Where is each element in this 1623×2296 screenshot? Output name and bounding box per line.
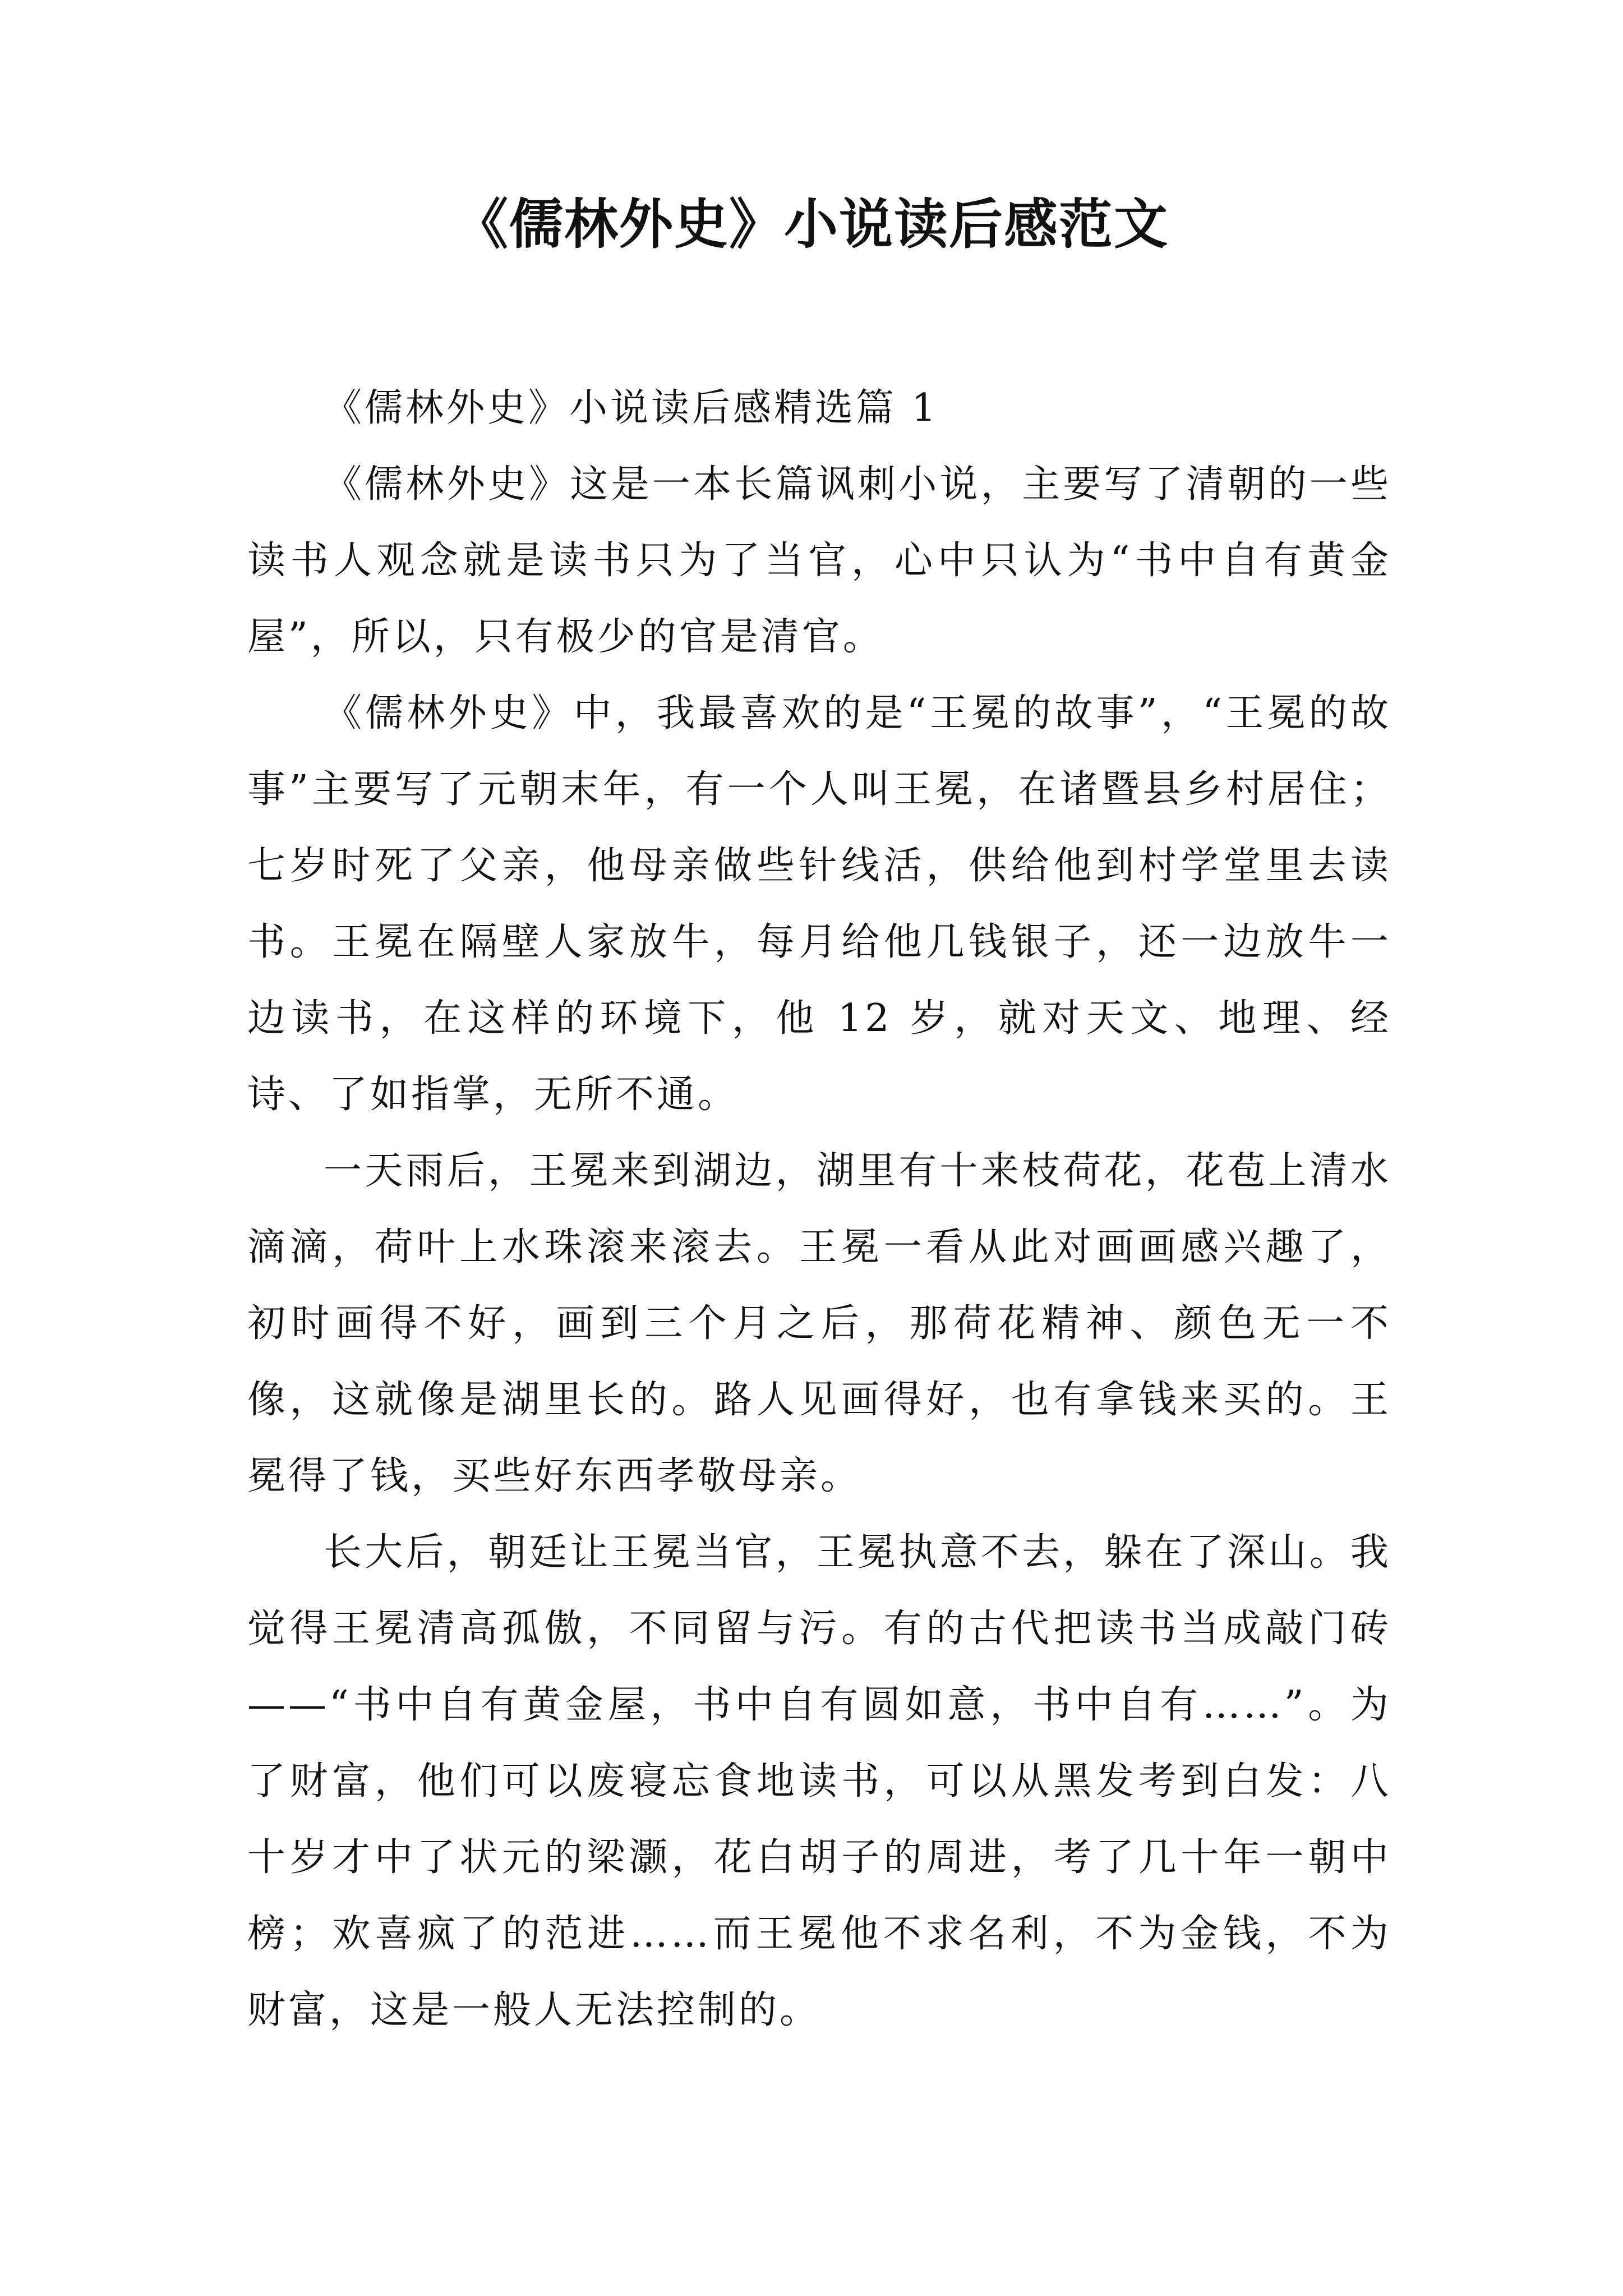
paragraph: 长大后，朝廷让王冕当官，王冕执意不去，躲在了深山。我觉得王冕清高孤傲，不同留与污。有的古代把读书当成敲门砖——“书中自有黄金屋，书中自有圆如意，书中自有……”。为了财富，他们可以废寝忘食地读书，可以从黑发考到白发：八十岁才中了状元的梁灏，花白胡子的周进，考了几十年一朝中榜；欢喜疯了的范进……而王冕他不求名利，不为金钱，不为财富，这是一般人无法控制的。 xyxy=(247,1530,1391,2032)
paragraph: 一天雨后，王冕来到湖边，湖里有十来枝荷花，花苞上清水滴滴，荷叶上水珠滚来滚去。王冕一看从此对画画感兴趣了，初时画得不好，画到三个月之后，那荷花精神、颜色无一不像，这就像是湖里长的。路人见画得好，也有拿钱来买的。王冕得了钱，买些好东西孝敬母亲。 xyxy=(247,1149,1391,1498)
paragraph: 《儒林外史》中，我最喜欢的是“王冕的故事”，“王冕的故事”主要写了元朝末年，有一个人叫王冕，在诸暨县乡村居住；七岁时死了父亲，他母亲做些针线活，供给他到村学堂里去读书。王冕在隔壁人家放牛，每月给他几钱银子，还一边放牛一边读书，在这样的环境下，他 12 岁，就对天文、地理、经诗、了如指掌，无所不通。 xyxy=(247,691,1391,1117)
section-heading: 《儒林外史》小说读后感精选篇 1 xyxy=(324,386,939,430)
paragraph: 《儒林外史》这是一本长篇讽刺小说，主要写了清朝的一些读书人观念就是读书只为了当官，心中只认为“书中自有黄金屋”，所以，只有极少的官是清官。 xyxy=(247,462,1391,659)
document-title: 《儒林外史》小说读后感范文 xyxy=(454,192,1169,256)
document-body xyxy=(247,370,1391,2049)
